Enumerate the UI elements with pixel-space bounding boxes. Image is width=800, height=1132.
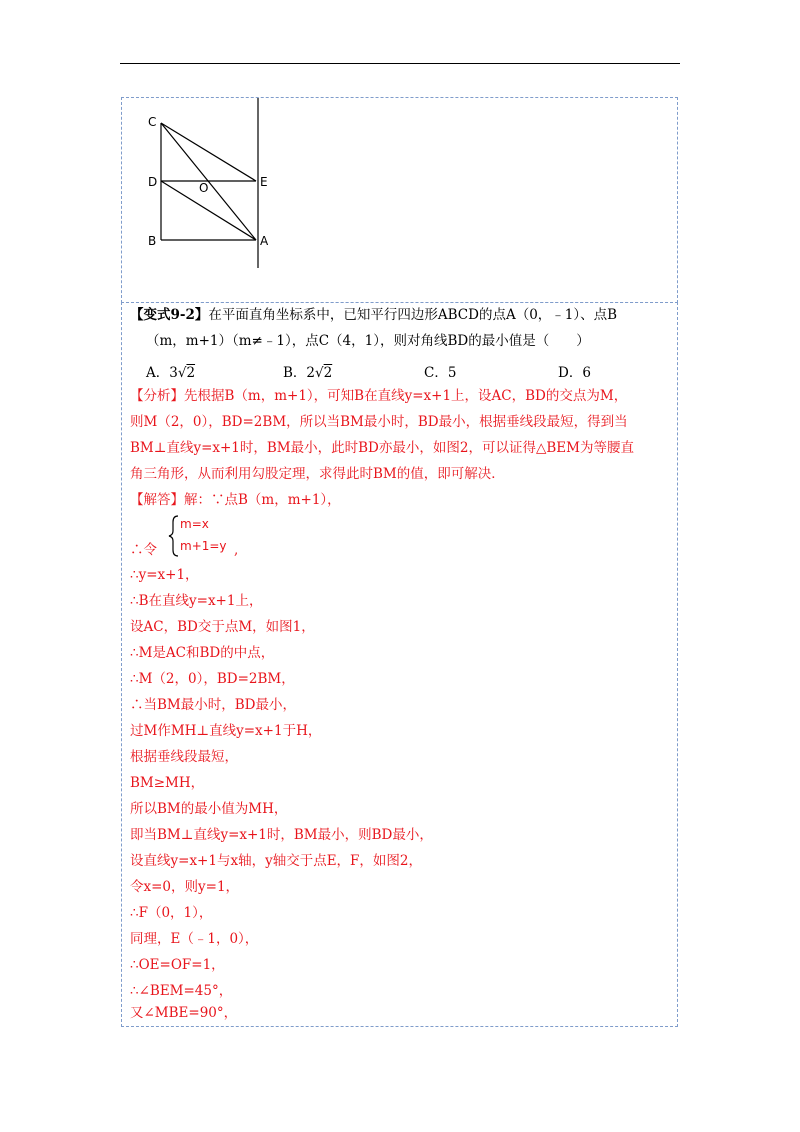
sqrt-sign-icon: √	[315, 365, 324, 381]
option-d[interactable]: D．6	[558, 365, 591, 381]
solution-head: 【解答】解：∵点B（m，m+1），	[130, 492, 341, 508]
analysis-line-4: 角三角形，从而利用勾股定理，求得此时BM的值，即可解决．	[130, 466, 505, 482]
option-a[interactable]: A．3√2	[146, 365, 196, 381]
solution-line: 过M作MH⊥直线y=x+1于H，	[130, 723, 322, 739]
segment-ce	[161, 123, 256, 181]
solution-line: 令x=0，则y=1，	[130, 879, 240, 895]
label-e: E	[260, 175, 268, 189]
equation-system	[164, 514, 284, 558]
solution-line: 又∠MBE=90°，	[130, 1005, 238, 1021]
solution-line: ∴y=x+1，	[130, 567, 199, 583]
label-d: D	[148, 175, 158, 189]
solution-line: 根据垂线段最短，	[130, 749, 238, 765]
analysis-line-3: BM⊥直线y=x+1时，BM最小，此时BD亦最小，如图2，可以证得△BEM为等腰直	[130, 440, 634, 456]
solution-line: ∴当BM最小时，BD最小，	[130, 697, 296, 713]
header-rule	[120, 63, 680, 64]
question-line-1	[130, 305, 617, 325]
solution-line: 设直线y=x+1与x轴，y轴交于点E，F，如图2，	[130, 853, 423, 869]
solution-line: ∴B在直线y=x+1上，	[130, 593, 263, 609]
option-c[interactable]: C．5	[424, 365, 457, 381]
brace-icon	[169, 516, 178, 556]
system-suffix: ,	[234, 542, 239, 558]
equation-2: m+1=y	[180, 539, 227, 553]
label-b: B	[148, 234, 157, 248]
system-prefix: ∴令	[130, 542, 157, 558]
option-b[interactable]: B．2√2	[283, 365, 333, 381]
solution-line: ∴∠BEM=45°，	[130, 983, 233, 999]
solution-line: ∴F（0，1），	[130, 905, 213, 921]
solution-line: BM≥MH，	[130, 775, 205, 791]
sqrt-sign-icon: √	[177, 365, 187, 381]
question-text-1: 在平面直角坐标系中，已知平行四边形ABCD的点A（0，﹣1）、点B	[208, 307, 618, 323]
label-a: A	[260, 234, 269, 248]
parallelogram-figure	[140, 95, 280, 275]
solution-line: 同理，E（﹣1，0），	[130, 931, 259, 947]
label-c: C	[148, 115, 157, 129]
equation-1: m=x	[180, 517, 209, 531]
solution-line: ∴M（2，0），BD=2BM，	[130, 671, 295, 687]
question-line-2: （m，m+1）（m≠﹣1），点C（4，1），则对角线BD的最小值是（ ）	[146, 333, 590, 349]
solution-line: 即当BM⊥直线y=x+1时，BM最小，则BD最小，	[130, 827, 433, 843]
solution-line: 设AC，BD交于点M，如图1，	[130, 619, 315, 635]
analysis-line-1: 【分析】先根据B（m，m+1），可知B在直线y=x+1上，设AC，BD的交点为M，	[130, 388, 628, 404]
solution-line: ∴M是AC和BD的中点，	[130, 645, 275, 661]
analysis-line-2: 则M（2，0），BD=2BM，所以当BM最小时，BD最小，根据垂线段最短，得到当	[130, 414, 628, 430]
solution-line: ∴OE=OF=1，	[130, 957, 225, 973]
label-o: O	[199, 181, 209, 195]
solution-line: 所以BM的最小值为MH，	[130, 801, 288, 817]
segment-da	[161, 181, 256, 240]
question-tag: 【变式9-2】	[130, 307, 209, 323]
